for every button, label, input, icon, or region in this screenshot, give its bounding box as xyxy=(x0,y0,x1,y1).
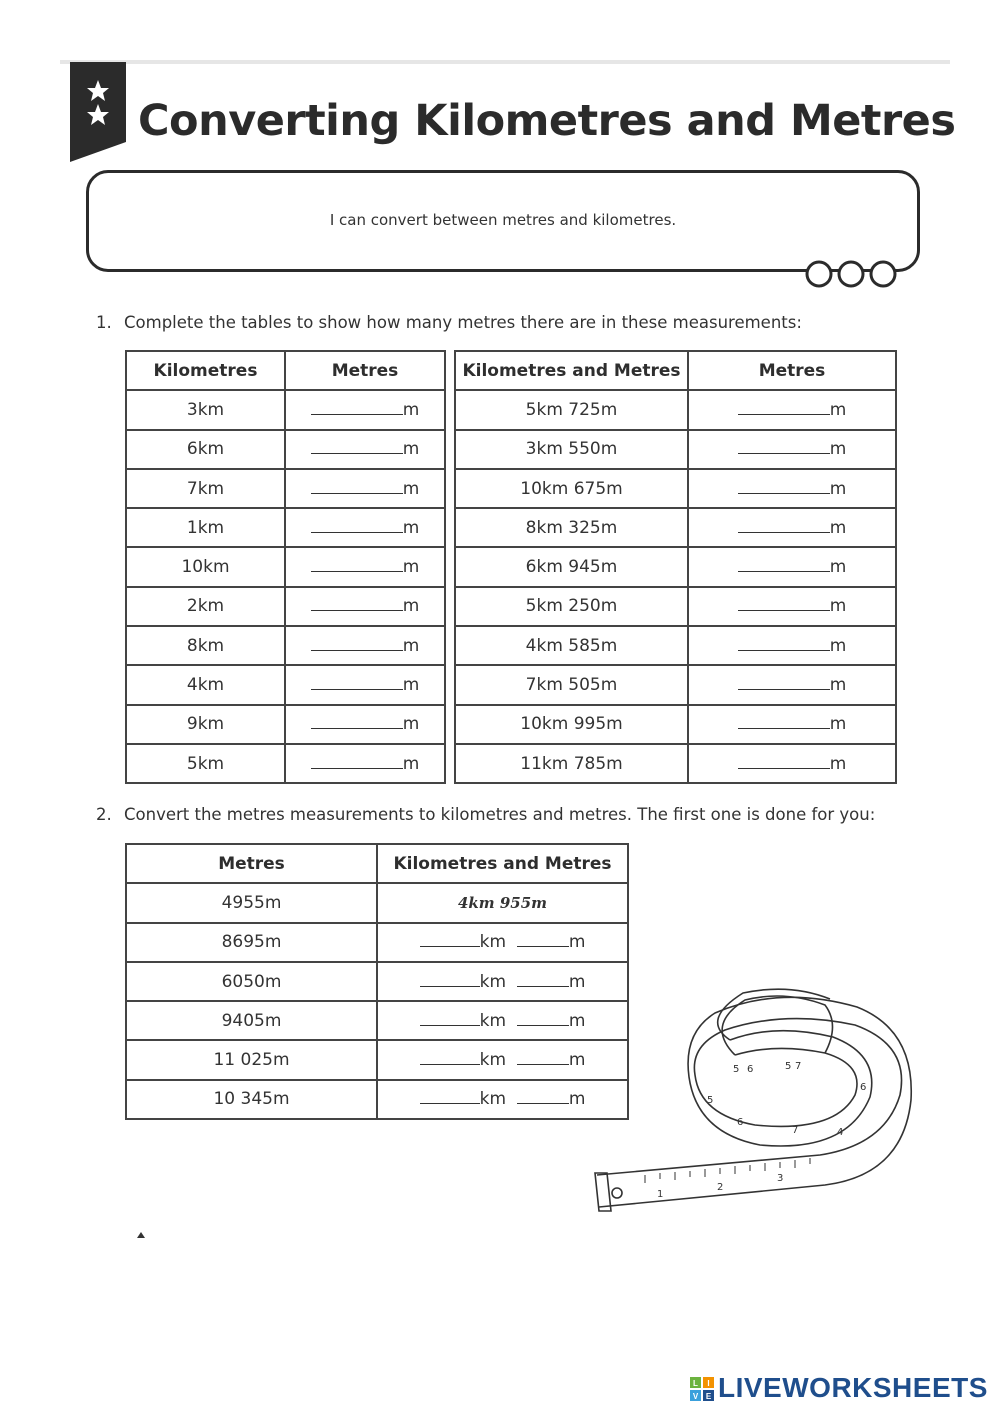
metres-answer-cell xyxy=(285,390,445,429)
column-header: Kilometres and Metres xyxy=(377,844,628,883)
tape-number: 5 xyxy=(707,1095,714,1106)
table-row xyxy=(455,390,896,429)
table-row xyxy=(126,430,445,469)
answer-blank[interactable] xyxy=(738,439,830,454)
column-header: Metres xyxy=(688,351,896,390)
metres-value: 10 345m xyxy=(126,1080,377,1119)
unit-label: m xyxy=(402,439,420,460)
answer-blank[interactable] xyxy=(738,596,830,611)
question-1 xyxy=(96,313,802,332)
unit-label: m xyxy=(829,478,847,499)
table-row xyxy=(126,883,628,922)
unit-label: m xyxy=(568,1050,586,1071)
km-and-m-answer-cell xyxy=(377,883,628,922)
km-value: 1km xyxy=(126,508,285,547)
table-row xyxy=(126,508,445,547)
km-and-m-value: 3km 550m xyxy=(455,430,688,469)
tape-number: 4 xyxy=(837,1127,844,1138)
table-row xyxy=(126,665,445,704)
question-number: 1. xyxy=(96,313,112,332)
unit-label: m xyxy=(402,517,420,538)
km-and-m-value: 11km 785m xyxy=(455,744,688,783)
metres-answer-cell xyxy=(285,705,445,744)
question-text: Convert the metres measurements to kilometres and metres. The first one is done for you: xyxy=(124,805,876,824)
example-answer: 4km 955m xyxy=(457,893,548,912)
table-row xyxy=(126,962,628,1001)
unit-label: m xyxy=(829,753,847,774)
metres-answer-cell xyxy=(285,469,445,508)
unit-label: km xyxy=(479,971,507,992)
metres-value: 9405m xyxy=(126,1001,377,1040)
table-row xyxy=(126,626,445,665)
top-divider-line xyxy=(60,60,950,64)
measuring-tape-image xyxy=(585,985,920,1220)
km-and-m-value: 10km 675m xyxy=(455,469,688,508)
unit-label: m xyxy=(829,557,847,578)
km-to-m-table xyxy=(125,350,446,784)
liveworksheets-icon xyxy=(690,1377,714,1401)
metres-value: 8695m xyxy=(126,923,377,962)
metres-answer-cell xyxy=(688,626,896,665)
tape-number: 7 xyxy=(795,1061,802,1072)
unit-label: m xyxy=(568,971,586,992)
column-header: Metres xyxy=(126,844,377,883)
unit-label: m xyxy=(568,932,586,953)
answer-blank[interactable] xyxy=(311,675,403,690)
answer-blank[interactable] xyxy=(311,754,403,769)
stray-mark-icon xyxy=(136,1230,146,1240)
metres-answer-cell xyxy=(285,665,445,704)
metres-value: 11 025m xyxy=(126,1040,377,1079)
answer-blank[interactable] xyxy=(517,932,569,947)
tape-number: 3 xyxy=(777,1173,784,1184)
table-row xyxy=(455,587,896,626)
answer-blank[interactable] xyxy=(420,1089,480,1104)
unit-label: m xyxy=(402,478,420,499)
km-and-m-to-m-table xyxy=(454,350,897,784)
km-and-m-value: 10km 995m xyxy=(455,705,688,744)
unit-label: km xyxy=(479,932,507,953)
tape-number: 7 xyxy=(792,1125,799,1136)
tape-number: 5 xyxy=(733,1064,740,1075)
km-value: 3km xyxy=(126,390,285,429)
table-row xyxy=(126,1001,628,1040)
metres-value: 6050m xyxy=(126,962,377,1001)
unit-label: m xyxy=(829,675,847,696)
answer-blank[interactable] xyxy=(738,636,830,651)
km-value: 9km xyxy=(126,705,285,744)
unit-label: km xyxy=(479,1010,507,1031)
progress-circles-icon xyxy=(800,258,926,290)
answer-blank[interactable] xyxy=(420,1050,480,1065)
answer-blank[interactable] xyxy=(517,1050,569,1065)
unit-label: m xyxy=(829,517,847,538)
page-title: Converting Kilometres and Metres xyxy=(138,96,956,146)
km-and-m-value: 8km 325m xyxy=(455,508,688,547)
table-row xyxy=(126,923,628,962)
unit-label: m xyxy=(829,635,847,656)
svg-text:V: V xyxy=(692,1392,699,1401)
answer-blank[interactable] xyxy=(517,972,569,987)
metres-answer-cell xyxy=(285,547,445,586)
table-row xyxy=(455,626,896,665)
km-and-m-value: 4km 585m xyxy=(455,626,688,665)
table-row xyxy=(126,469,445,508)
km-value: 5km xyxy=(126,744,285,783)
answer-blank[interactable] xyxy=(311,518,403,533)
answer-blank[interactable] xyxy=(738,675,830,690)
table-row xyxy=(126,390,445,429)
metres-answer-cell xyxy=(688,430,896,469)
km-value: 10km xyxy=(126,547,285,586)
answer-blank[interactable] xyxy=(311,400,403,415)
metres-answer-cell xyxy=(688,547,896,586)
answer-blank[interactable] xyxy=(420,1011,480,1026)
liveworksheets-logo xyxy=(690,1374,990,1406)
answer-blank[interactable] xyxy=(738,557,830,572)
metres-answer-cell xyxy=(688,469,896,508)
table-row xyxy=(126,705,445,744)
liveworksheets-wordmark: LIVEWORKSHEETS xyxy=(718,1372,988,1403)
table-row xyxy=(455,469,896,508)
answer-blank[interactable] xyxy=(420,932,480,947)
answer-blank[interactable] xyxy=(738,479,830,494)
unit-label: m xyxy=(829,714,847,735)
km-value: 6km xyxy=(126,430,285,469)
table-row xyxy=(455,547,896,586)
km-and-m-value: 5km 250m xyxy=(455,587,688,626)
question-text: Complete the tables to show how many metres there are in these measurements: xyxy=(124,313,802,332)
metres-answer-cell xyxy=(688,508,896,547)
km-value: 4km xyxy=(126,665,285,704)
unit-label: m xyxy=(829,399,847,420)
unit-label: m xyxy=(829,439,847,460)
answer-blank[interactable] xyxy=(738,400,830,415)
metres-answer-cell xyxy=(285,430,445,469)
km-value: 2km xyxy=(126,587,285,626)
star-ribbon-icon xyxy=(70,62,126,162)
metres-answer-cell xyxy=(688,390,896,429)
unit-label: km xyxy=(479,1089,507,1110)
km-value: 7km xyxy=(126,469,285,508)
table-row xyxy=(455,705,896,744)
unit-label: m xyxy=(829,596,847,617)
unit-label: m xyxy=(402,557,420,578)
unit-label: m xyxy=(402,753,420,774)
answer-blank[interactable] xyxy=(311,636,403,651)
table-row xyxy=(126,547,445,586)
svg-text:L: L xyxy=(693,1379,698,1388)
tape-number: 2 xyxy=(717,1182,724,1193)
metres-answer-cell xyxy=(285,626,445,665)
km-value: 8km xyxy=(126,626,285,665)
column-header: Kilometres and Metres xyxy=(455,351,688,390)
table-row xyxy=(126,744,445,783)
m-to-km-and-m-table xyxy=(125,843,629,1120)
answer-blank[interactable] xyxy=(738,714,830,729)
metres-answer-cell xyxy=(688,705,896,744)
unit-label: m xyxy=(402,675,420,696)
km-and-m-answer-cell xyxy=(377,923,628,962)
metres-answer-cell xyxy=(285,744,445,783)
answer-blank[interactable] xyxy=(311,596,403,611)
tape-number: 6 xyxy=(747,1064,754,1075)
answer-blank[interactable] xyxy=(738,754,830,769)
unit-label: m xyxy=(402,714,420,735)
tape-number: 1 xyxy=(657,1189,664,1200)
table-row xyxy=(455,744,896,783)
km-and-m-value: 5km 725m xyxy=(455,390,688,429)
answer-blank[interactable] xyxy=(311,479,403,494)
table-row xyxy=(455,430,896,469)
unit-label: m xyxy=(402,596,420,617)
metres-answer-cell xyxy=(688,744,896,783)
tape-number: 6 xyxy=(737,1117,744,1128)
answer-blank[interactable] xyxy=(517,1011,569,1026)
question-2 xyxy=(96,805,875,824)
unit-label: m xyxy=(568,1089,586,1110)
metres-answer-cell xyxy=(688,587,896,626)
metres-answer-cell xyxy=(688,665,896,704)
answer-blank[interactable] xyxy=(311,714,403,729)
svg-text:E: E xyxy=(705,1392,712,1401)
metres-value: 4955m xyxy=(126,883,377,922)
column-header: Metres xyxy=(285,351,445,390)
unit-label: km xyxy=(479,1050,507,1071)
svg-text:I: I xyxy=(707,1379,710,1388)
column-header: Kilometres xyxy=(126,351,285,390)
km-and-m-value: 6km 945m xyxy=(455,547,688,586)
answer-blank[interactable] xyxy=(738,518,830,533)
unit-label: m xyxy=(402,399,420,420)
metres-answer-cell xyxy=(285,508,445,547)
unit-label: m xyxy=(568,1010,586,1031)
answer-blank[interactable] xyxy=(311,557,403,572)
answer-blank[interactable] xyxy=(517,1089,569,1104)
question-number: 2. xyxy=(96,805,112,824)
tape-number: 5 xyxy=(785,1061,792,1072)
table-row xyxy=(126,587,445,626)
answer-blank[interactable] xyxy=(420,972,480,987)
objective-box xyxy=(86,170,920,272)
answer-blank[interactable] xyxy=(311,439,403,454)
objective-text: I can convert between metres and kilometres. xyxy=(329,211,677,229)
table-row xyxy=(455,508,896,547)
tape-number: 6 xyxy=(860,1082,867,1093)
km-and-m-value: 7km 505m xyxy=(455,665,688,704)
metres-answer-cell xyxy=(285,587,445,626)
unit-label: m xyxy=(402,635,420,656)
table-row xyxy=(455,665,896,704)
table-row xyxy=(126,1040,628,1079)
table-row xyxy=(126,1080,628,1119)
